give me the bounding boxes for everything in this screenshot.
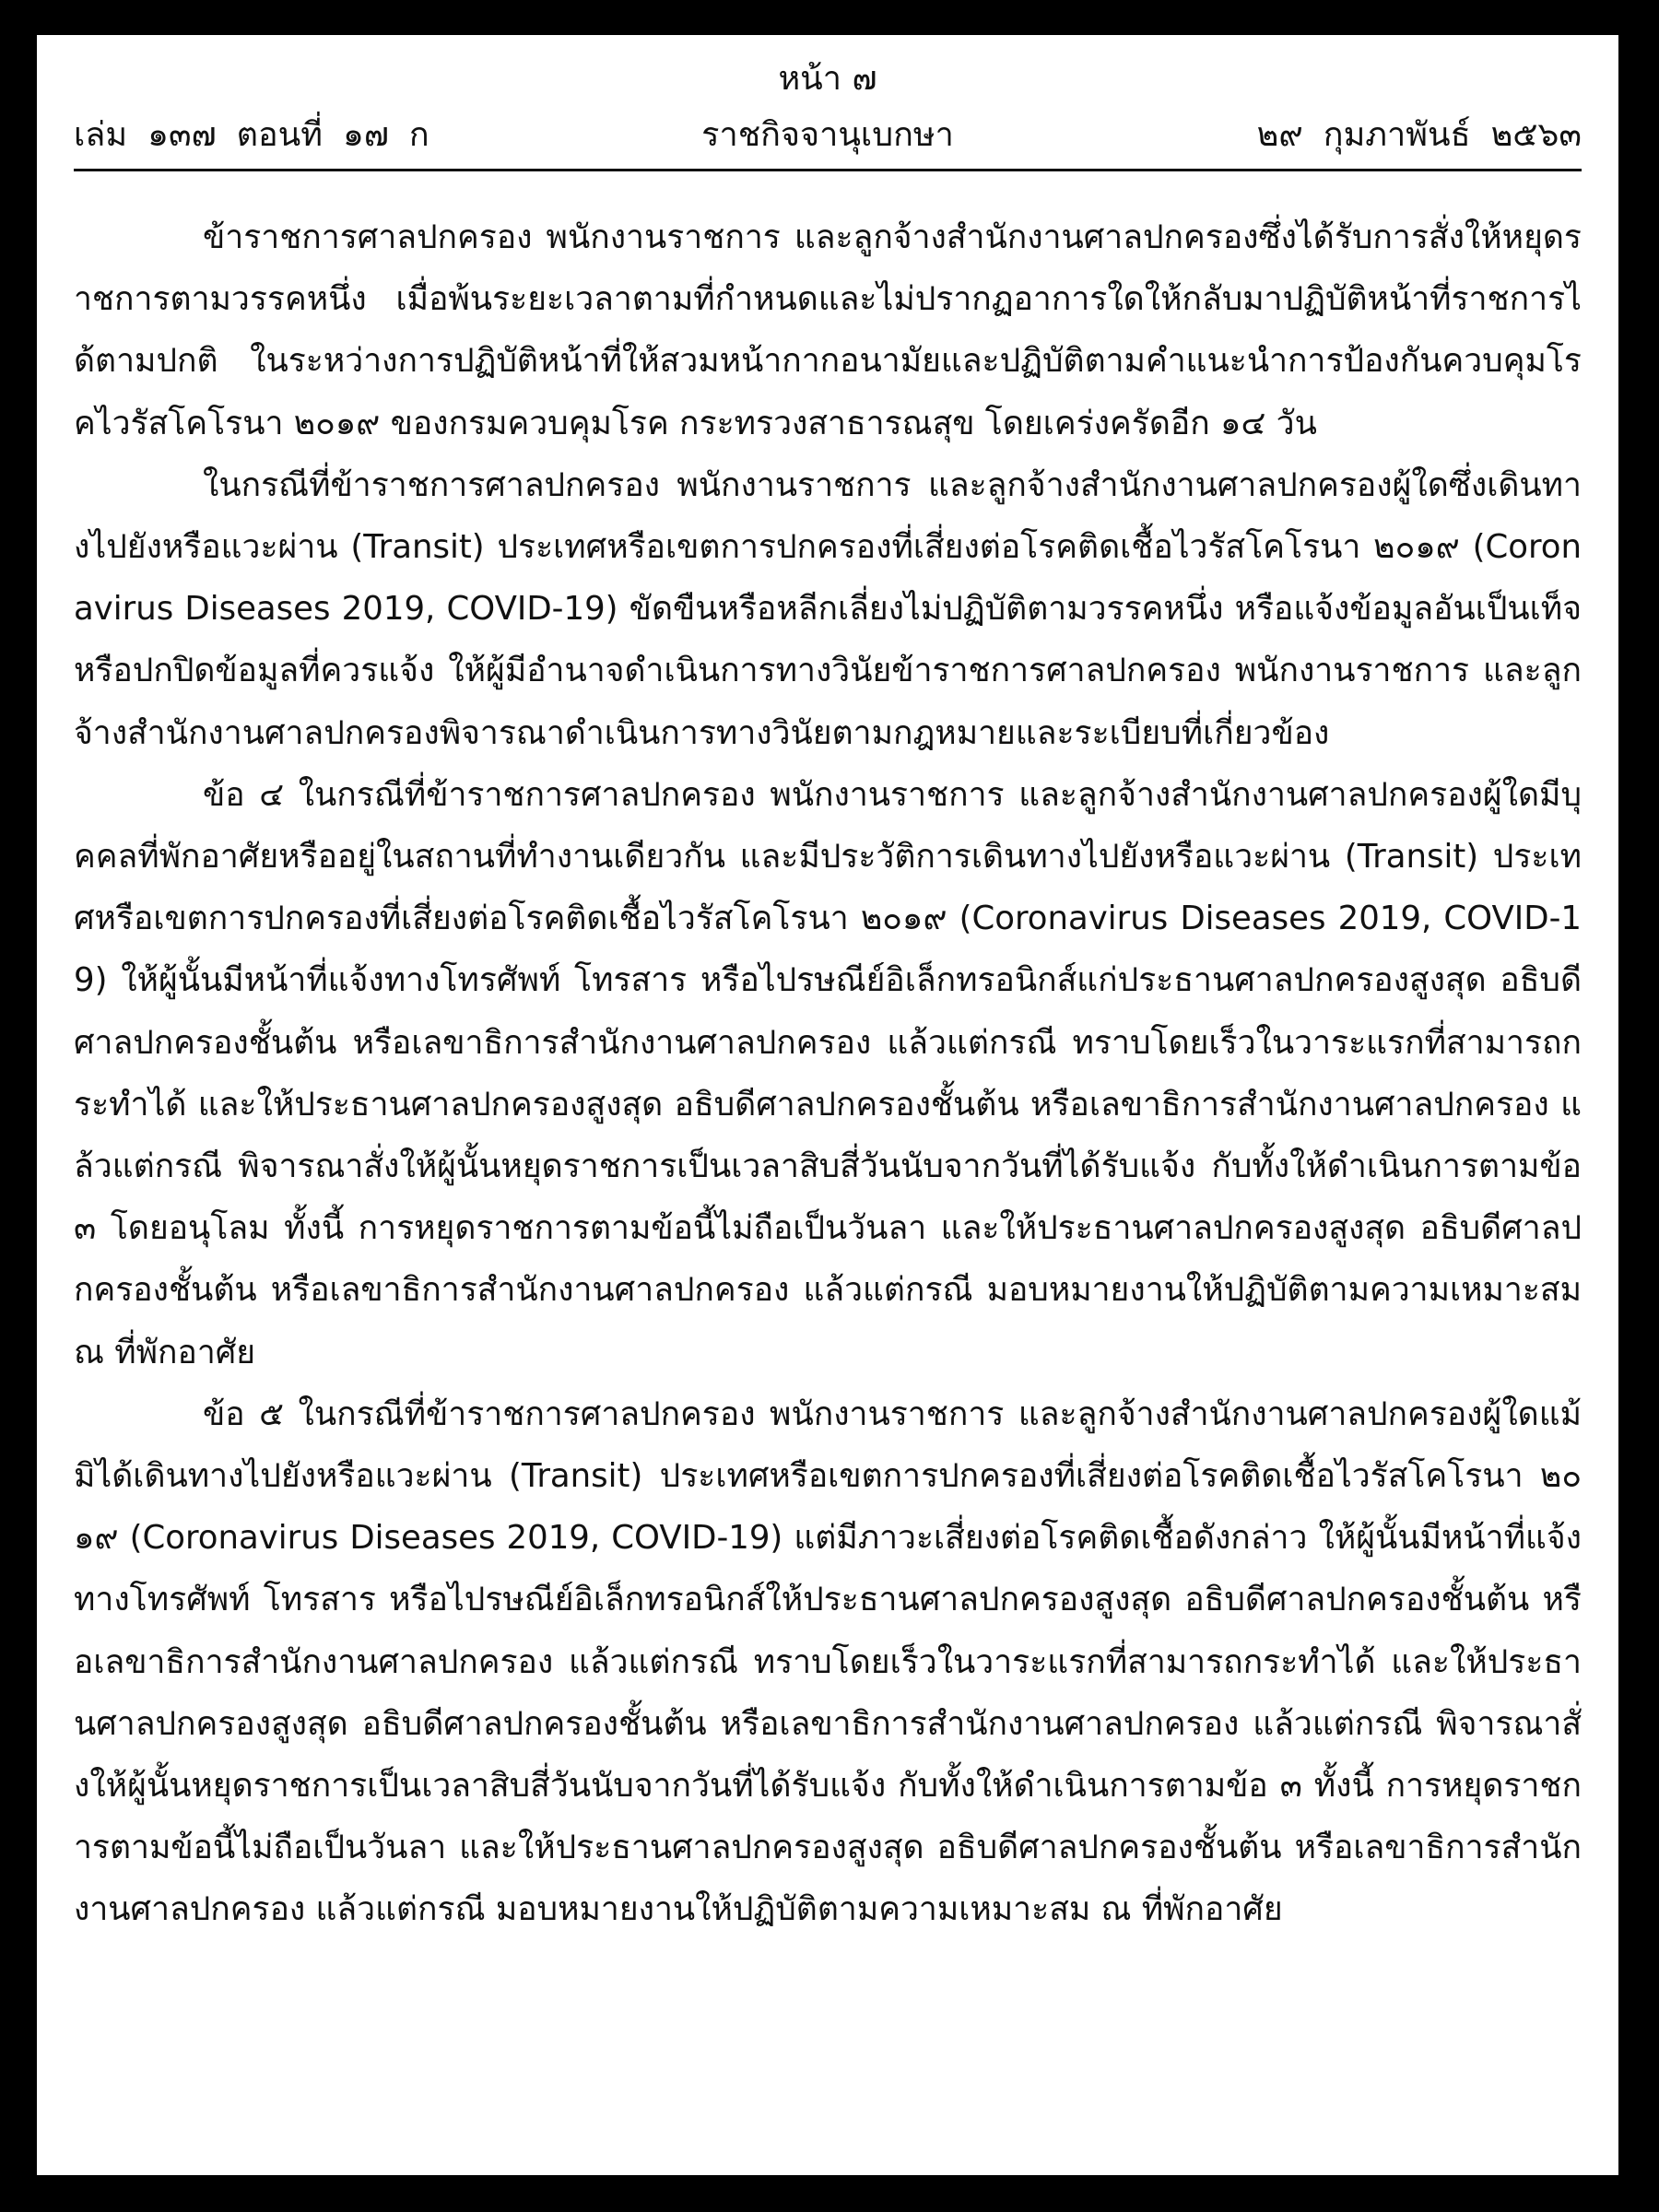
date-month: กุมภาพันธ์: [1323, 116, 1471, 154]
date-day: ๒๙: [1256, 116, 1303, 154]
paragraph: ในกรณีที่ข้าราชการศาลปกครอง พนักงานราชการ และลูกจ้างสำนักงานศาลปกครองผู้ใดซึ่งเดินทางไปยังหรือแวะผ่าน (Transit) ประเทศหรือเขตการปกครองที่เสี่ยงต่อโรคติดเชื้อไวรัสโคโรนา ๒๐๑๙ (Coronavirus Diseases 2019, COVID-19) ขัดขืนหรือหลีกเลี่ยงไม่ปฏิบัติตามวรรคหนึ่ง หรือแจ้งข้อมูลอันเป็นเท็จ หรือปกปิดข้อมูลที่ควรแจ้ง ให้ผู้มีอำนาจดำเนินการทางวินัยข้าราชการศาลปกครอง พนักงานราชการ และลูกจ้างสำนักงานศาลปกครองพิจารณาดำเนินการทางวินัยตามกฎหมายและระเบียบที่เกี่ยวข้อง: [74, 465, 1582, 752]
section-suffix: ก: [408, 116, 429, 154]
paragraph: ข้าราชการศาลปกครอง พนักงานราชการ และลูกจ้างสำนักงานศาลปกครองซึ่งได้รับการสั่งให้หยุดราชการตามวรรคหนึ่ง เมื่อพ้นระยะเวลาตามที่กำหนดและไม่ปรากฏอาการใดให้กลับมาปฏิบัติหน้าที่ราชการได้ตามปกติ ในระหว่างการปฏิบัติหน้าที่ให้สวมหน้ากากอนามัยและปฏิบัติตามคำแนะนำการป้องกันควบคุมโรคไวรัสโคโรนา ๒๐๑๙ ของกรมควบคุมโรค กระทรวงสาธารณสุข โดยเคร่งครัดอีก ๑๔ วัน: [74, 218, 1582, 442]
header-row: [74, 112, 1582, 159]
gazette-page: [37, 35, 1618, 2175]
page-header: [74, 35, 1582, 173]
volume-label: เล่ม: [74, 116, 128, 154]
page-number: หน้า ๗: [778, 60, 877, 98]
section-number: ๑๗: [342, 116, 389, 154]
paragraph-clause-4: ข้อ ๔ ในกรณีที่ข้าราชการศาลปกครอง พนักงานราชการ และลูกจ้างสำนักงานศาลปกครองผู้ใดมีบุคคลที่พักอาศัยหรืออยู่ในสถานที่ทำงานเดียวกัน และมีประวัติการเดินทางไปยังหรือแวะผ่าน (Transit) ประเทศหรือเขตการปกครองที่เสี่ยงต่อโรคติดเชื้อไวรัสโคโรนา ๒๐๑๙ (Coronavirus Diseases 2019, COVID-19) ให้ผู้นั้นมีหน้าที่แจ้งทางโทรศัพท์ โทรสาร หรือไปรษณีย์อิเล็กทรอนิกส์แก่ประธานศาลปกครองสูงสุด อธิบดีศาลปกครองชั้นต้น หรือเลขาธิการสำนักงานศาลปกครอง แล้วแต่กรณี ทราบโดยเร็วในวาระแรกที่สามารถกระทำได้ และให้ประธานศาลปกครองสูงสุด อธิบดีศาลปกครองชั้นต้น หรือเลขาธิการสำนักงานศาลปกครอง แล้วแต่กรณี พิจารณาสั่งให้ผู้นั้นหยุดราชการเป็นเวลาสิบสี่วันนับจากวันที่ได้รับแจ้ง กับทั้งให้ดำเนินการตามข้อ ๓ โดยอนุโลม ทั้งนี้ การหยุดราชการตามข้อนี้ไม่ถือเป็นวันลา และให้ประธานศาลปกครองสูงสุด อธิบดีศาลปกครองชั้นต้น หรือเลขาธิการสำนักงานศาลปกครอง แล้วแต่กรณี มอบหมายงานให้ปฏิบัติตามความเหมาะสม ณ ที่พักอาศัย: [74, 775, 1582, 1371]
paragraph-clause-5: ข้อ ๕ ในกรณีที่ข้าราชการศาลปกครอง พนักงานราชการ และลูกจ้างสำนักงานศาลปกครองผู้ใดแม้มิได้เดินทางไปยังหรือแวะผ่าน (Transit) ประเทศหรือเขตการปกครองที่เสี่ยงต่อโรคติดเชื้อไวรัสโคโรนา ๒๐๑๙ (Coronavirus Diseases 2019, COVID-19) แต่มีภาวะเสี่ยงต่อโรคติดเชื้อดังกล่าว ให้ผู้นั้นมีหน้าที่แจ้งทางโทรศัพท์ โทรสาร หรือไปรษณีย์อิเล็กทรอนิกส์ให้ประธานศาลปกครองสูงสุด อธิบดีศาลปกครองชั้นต้น หรือเลขาธิการสำนักงานศาลปกครอง แล้วแต่กรณี ทราบโดยเร็วในวาระแรกที่สามารถกระทำได้ และให้ประธานศาลปกครองสูงสุด อธิบดีศาลปกครองชั้นต้น หรือเลขาธิการสำนักงานศาลปกครอง แล้วแต่กรณี พิจารณาสั่งให้ผู้นั้นหยุดราชการเป็นเวลาสิบสี่วันนับจากวันที่ได้รับแจ้ง กับทั้งให้ดำเนินการตามข้อ ๓ ทั้งนี้ การหยุดราชการตามข้อนี้ไม่ถือเป็นวันลา และให้ประธานศาลปกครองสูงสุด อธิบดีศาลปกครองชั้นต้น หรือเลขาธิการสำนักงานศาลปกครอง แล้วแต่กรณี มอบหมายงานให้ปฏิบัติตามความเหมาะสม ณ ที่พักอาศัย: [74, 1394, 1582, 1929]
volume-number: ๑๓๗: [147, 116, 217, 154]
publication-title: ราชกิจจานุเบกษา: [701, 116, 954, 154]
document-body: [74, 206, 1582, 1941]
publication-date: [1237, 112, 1582, 159]
section-label: ตอนที่: [236, 116, 323, 154]
date-year: ๒๕๖๓: [1490, 116, 1582, 154]
header-divider: [74, 169, 1582, 171]
